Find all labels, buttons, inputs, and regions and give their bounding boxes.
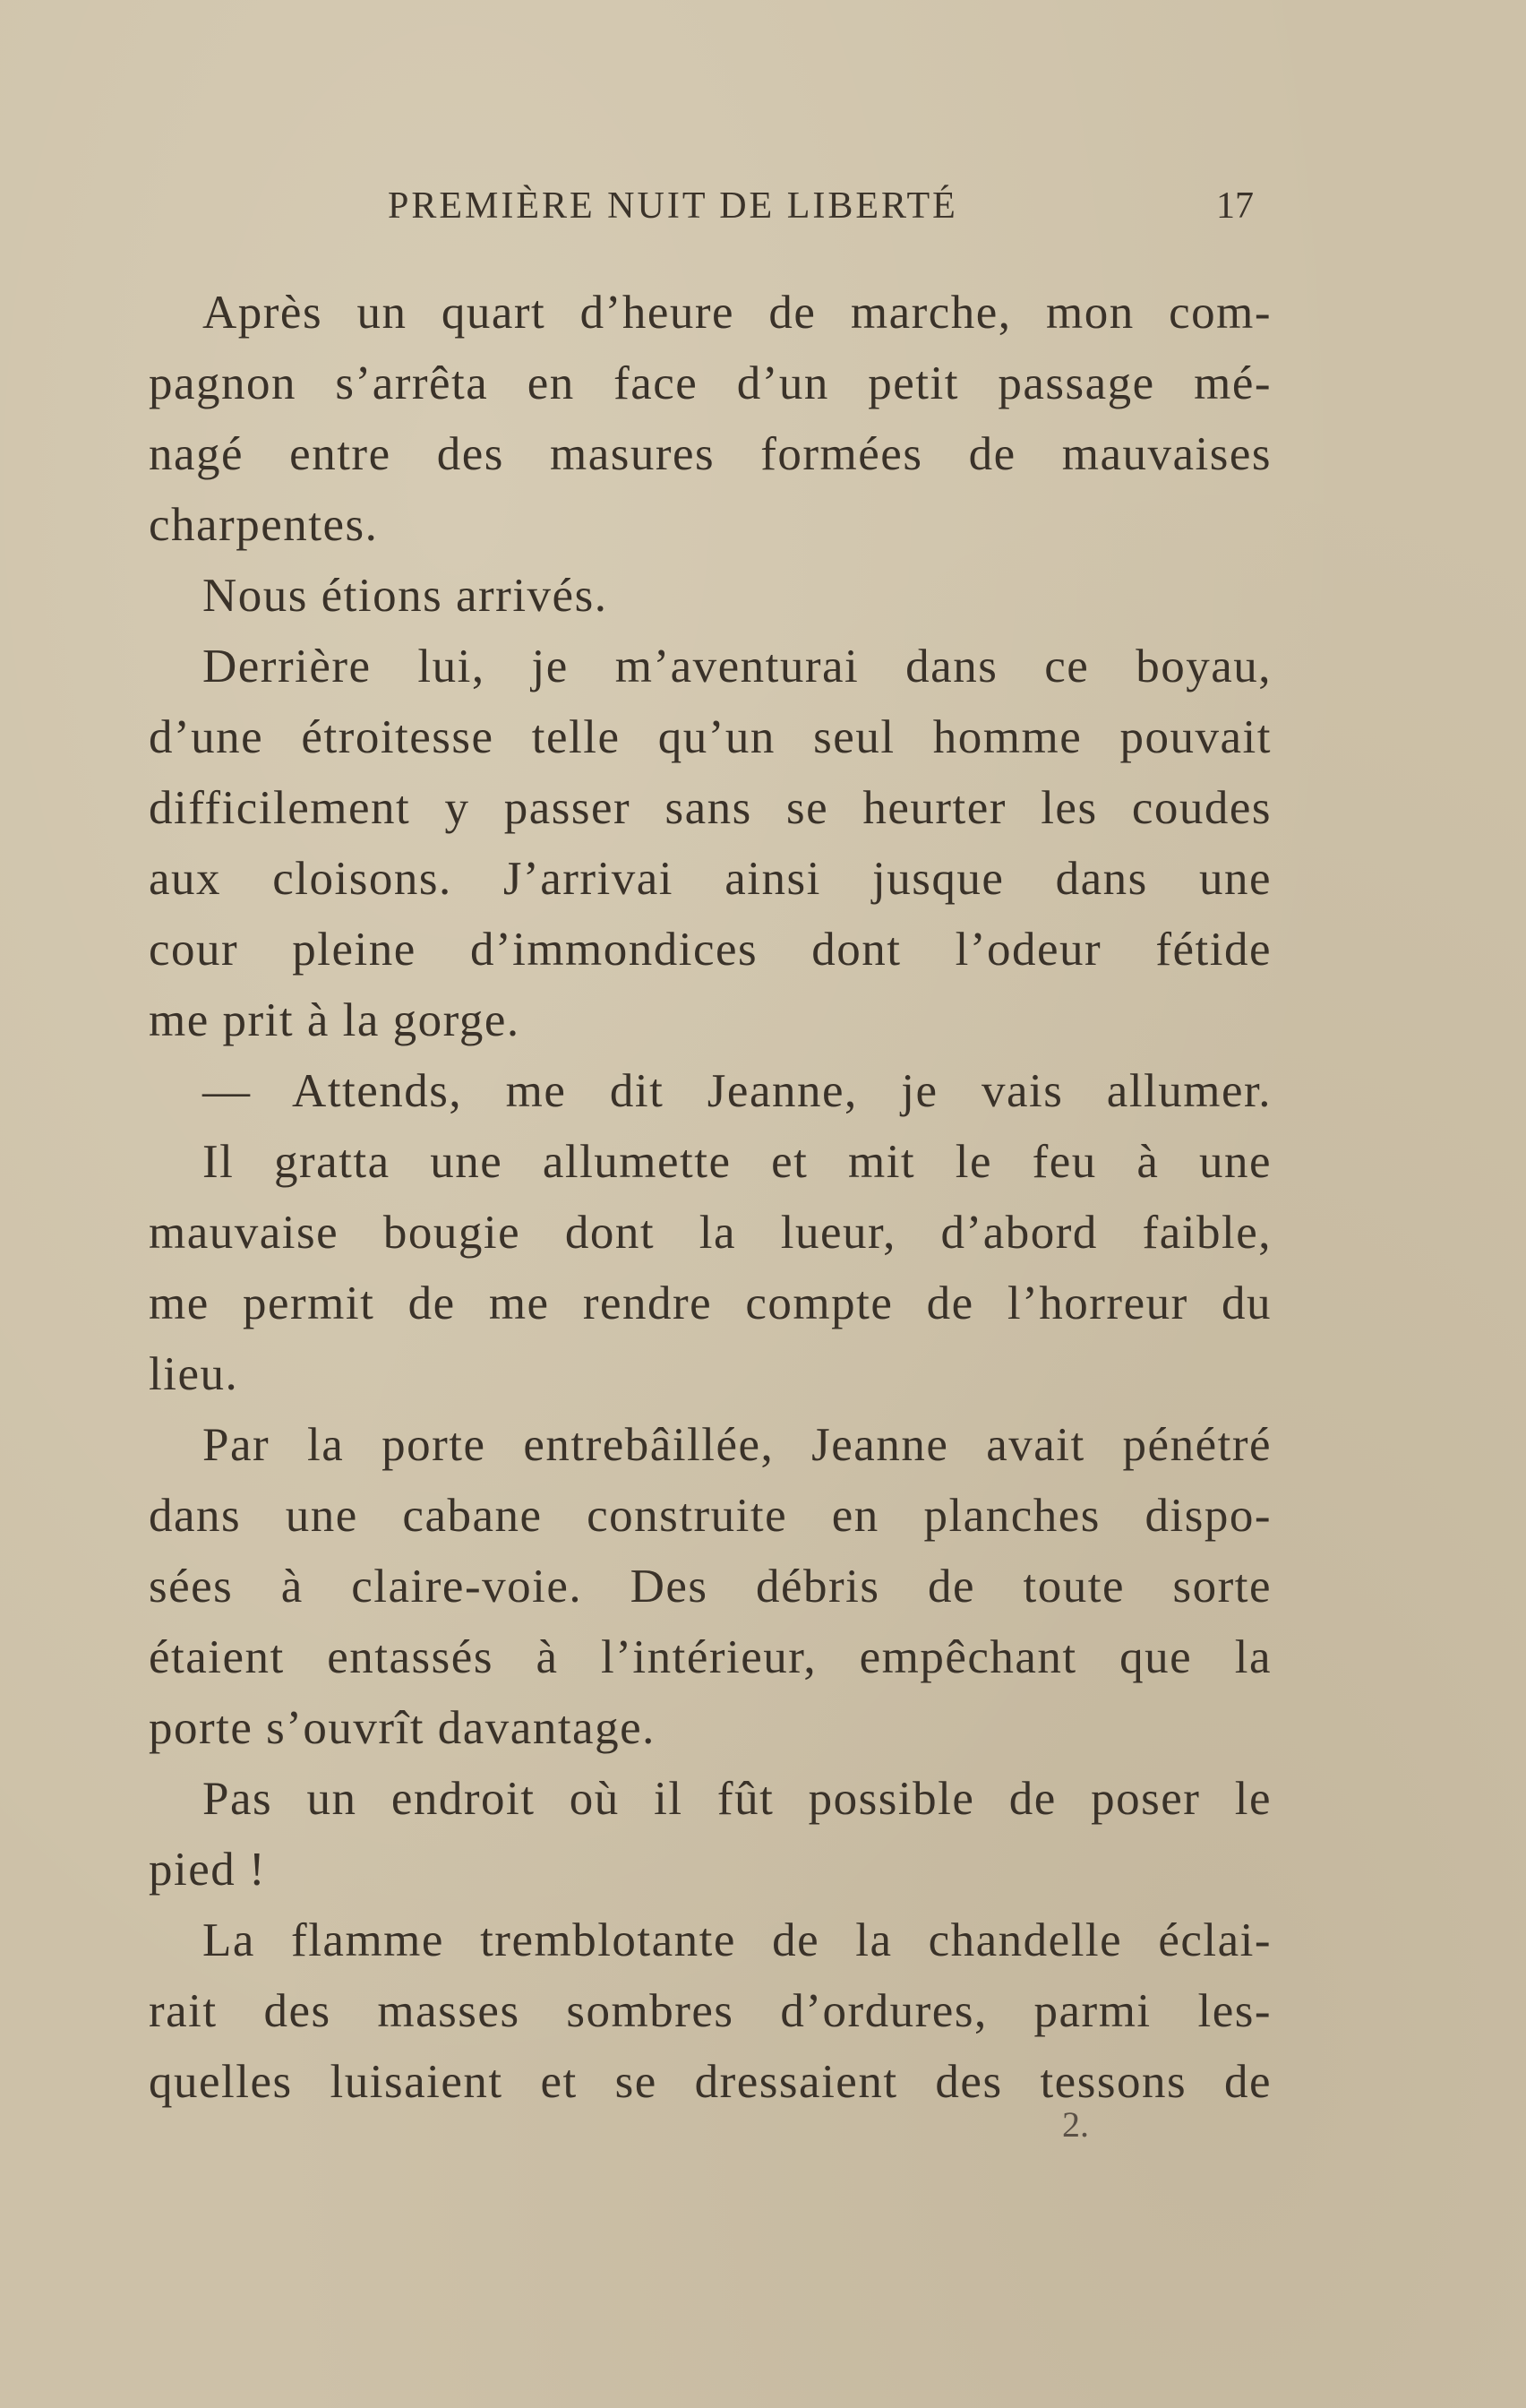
text-line: Il gratta une allumette et mit le feu à une bbox=[202, 1136, 1272, 1188]
text-line: difficilement y passer sans se heurter les coudes bbox=[149, 782, 1272, 834]
text-line: cour pleine d’immondices dont l’odeur fétide bbox=[149, 924, 1272, 976]
text-line: Pas un endroit où il fût possible de poser le bbox=[202, 1773, 1272, 1825]
text-line: pied ! bbox=[149, 1844, 267, 1896]
text-line: étaient entassés à l’intérieur, empêchant que la bbox=[149, 1631, 1272, 1683]
text-line: Nous étions arrivés. bbox=[202, 570, 608, 622]
text-line: me prit à la gorge. bbox=[149, 994, 520, 1046]
text-line: quelles luisaient et se dressaient des tessons de bbox=[149, 2056, 1272, 2108]
body-text bbox=[149, 278, 1272, 2118]
text-line: charpentes. bbox=[149, 499, 379, 551]
text-line: dans une cabane construite en planches dispo- bbox=[149, 1490, 1272, 1542]
text-line: porte s’ouvrît davantage. bbox=[149, 1702, 656, 1754]
text-line: rait des masses sombres d’ordures, parmi les- bbox=[149, 1985, 1272, 2037]
text-line: La flamme tremblotante de la chandelle éclai- bbox=[202, 1914, 1272, 1966]
page-number: 17 bbox=[1216, 185, 1254, 227]
text-line: — Attends, me dit Jeanne, je vais allumer. bbox=[202, 1065, 1272, 1117]
text-line: Par la porte entrebâillée, Jeanne avait pénétré bbox=[202, 1419, 1272, 1471]
running-head-title: PREMIÈRE NUIT DE LIBERTÉ bbox=[388, 185, 958, 227]
signature-mark: 2. bbox=[1062, 2104, 1089, 2145]
text-line: lieu. bbox=[149, 1348, 239, 1400]
text-line: d’une étroitesse telle qu’un seul homme pouvait bbox=[149, 711, 1272, 763]
text-line: aux cloisons. J’arrivai ainsi jusque dans une bbox=[149, 853, 1272, 905]
text-line: Derrière lui, je m’aventurai dans ce boyau, bbox=[202, 641, 1272, 692]
text-line: me permit de me rendre compte de l’horreur du bbox=[149, 1277, 1272, 1329]
text-line: nagé entre des masures formées de mauvaises bbox=[149, 428, 1272, 480]
text-line: pagnon s’arrêta en face d’un petit passage mé- bbox=[149, 357, 1272, 409]
running-head bbox=[0, 185, 1526, 238]
text-line: Après un quart d’heure de marche, mon com- bbox=[202, 287, 1272, 339]
text-line: sées à claire-voie. Des débris de toute sorte bbox=[149, 1561, 1272, 1612]
text-line: mauvaise bougie dont la lueur, d’abord faible, bbox=[149, 1207, 1272, 1259]
